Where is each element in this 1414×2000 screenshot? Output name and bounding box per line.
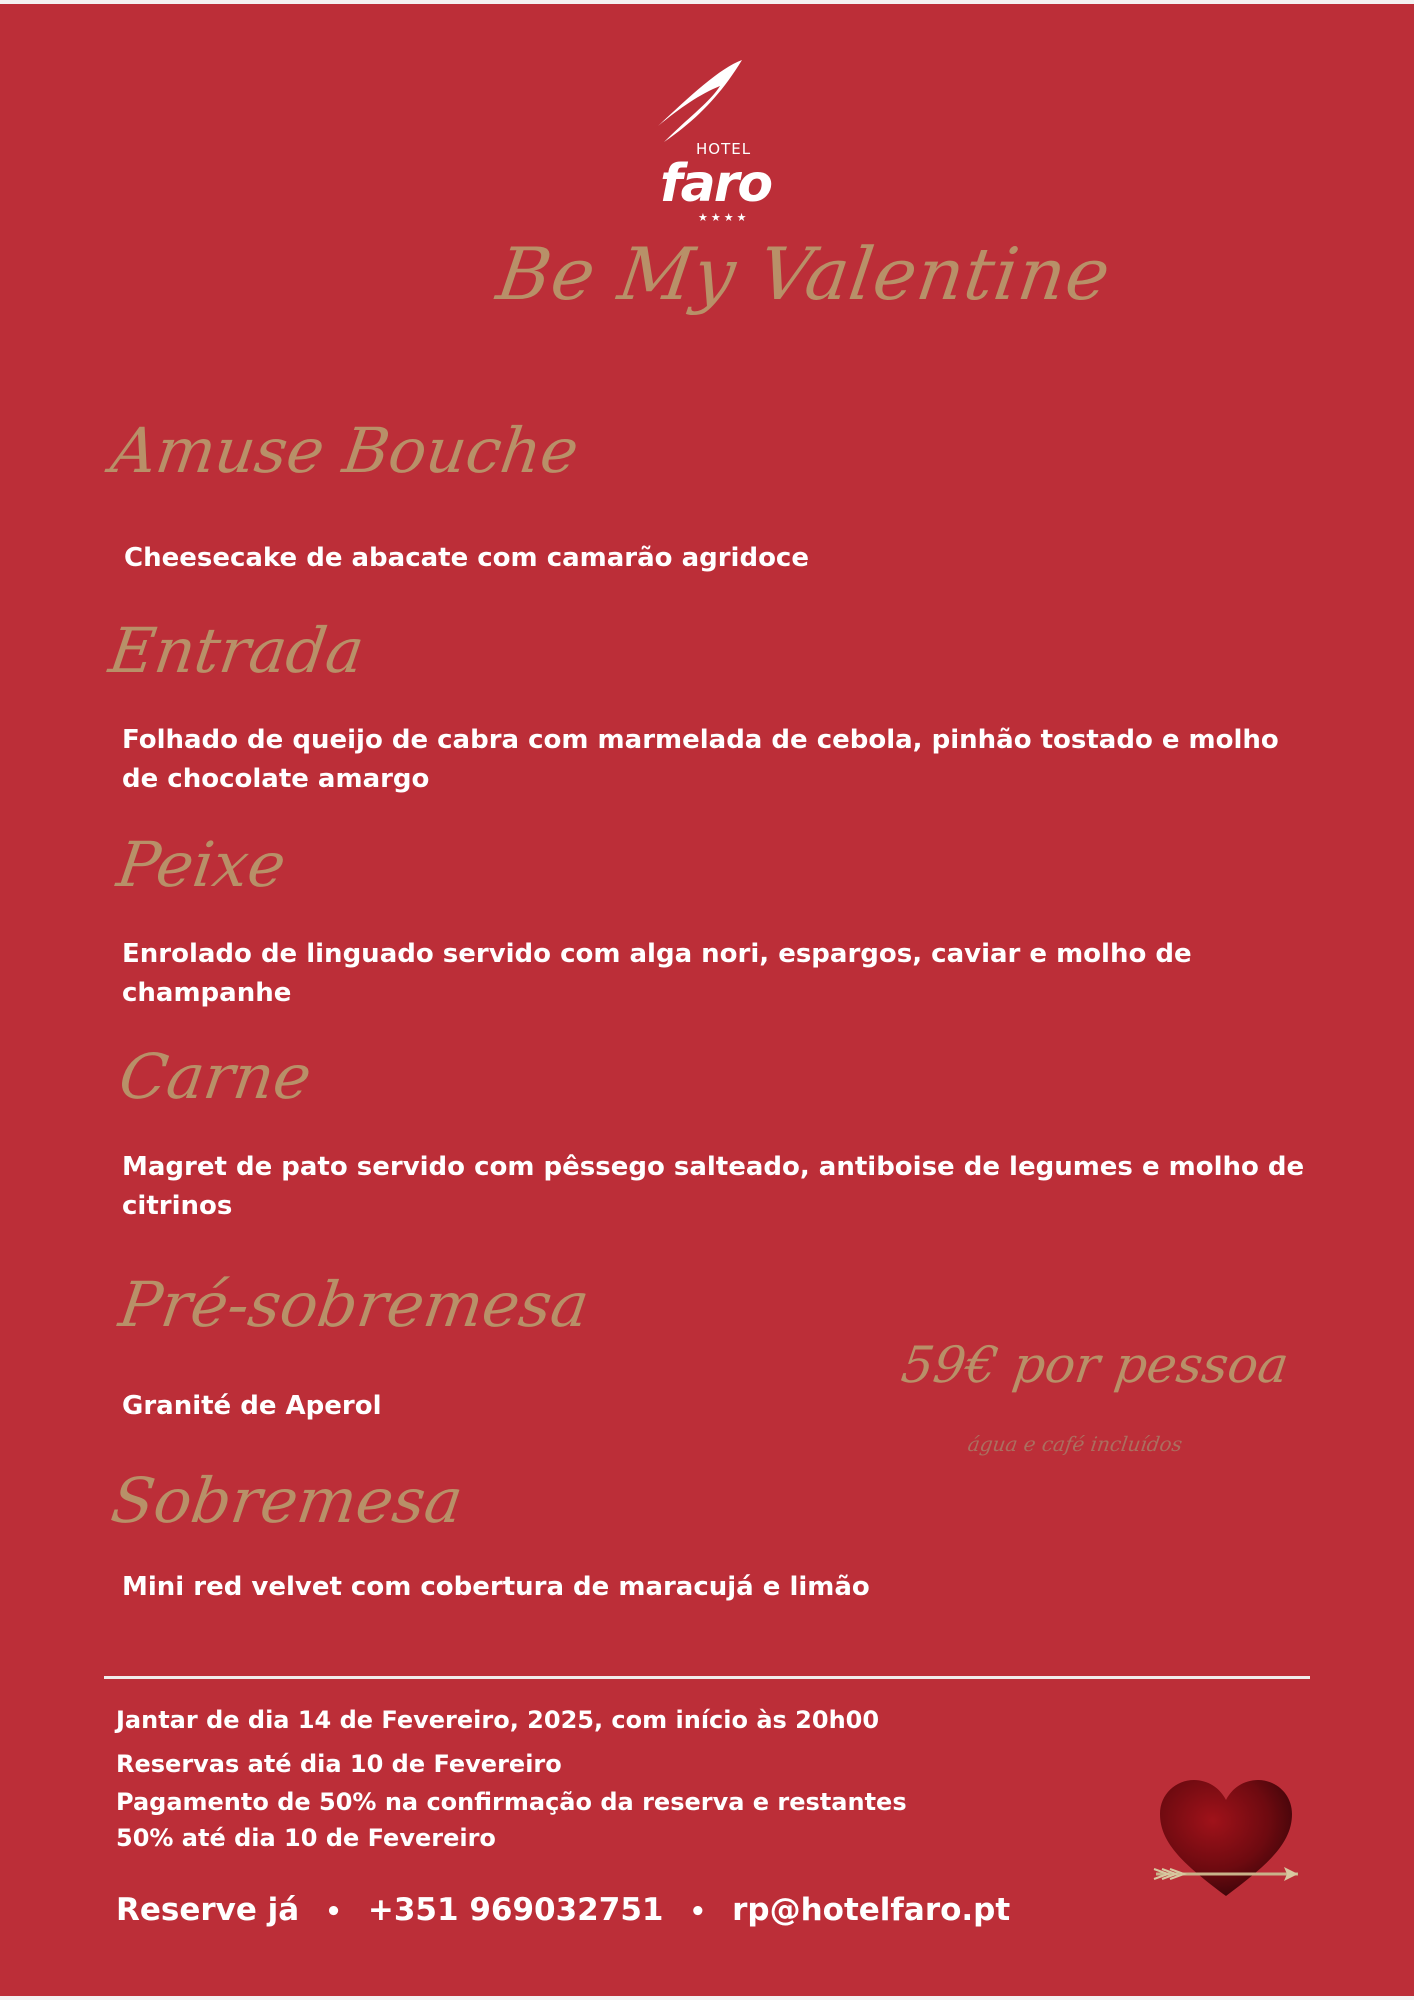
separator-dot: • <box>689 1897 707 1927</box>
dish-pre-sobremesa: Granité de Aperol <box>122 1391 382 1421</box>
dish-carne: Magret de pato servido com pêssego salteado, antiboise de legumes e molho de citrinos <box>122 1152 1305 1221</box>
email-link[interactable]: rp@hotelfaro.pt <box>732 1892 1011 1928</box>
separator-dot: • <box>325 1897 342 1927</box>
swoosh-icon <box>650 56 750 146</box>
logo-hotel-word: HOTEL <box>696 140 752 158</box>
hotel-faro-logo <box>650 56 770 231</box>
dinner-date-info: Jantar de dia 14 de Fevereiro, 2025, com início às 20h00 <box>116 1706 880 1734</box>
dish-entrada: Folhado de queijo de cabra com marmelada de cebola, pinhão tostado e molho de chocolate amargo <box>122 725 1279 794</box>
page-title: Be My Valentine <box>492 232 1116 316</box>
dish-sobremesa: Mini red velvet com cobertura de maracujá e limão <box>122 1572 870 1602</box>
section-heading-peixe: Peixe <box>112 828 291 901</box>
logo-faro-word: faro <box>660 154 772 214</box>
price-note: água e café incluídos <box>966 1432 1184 1456</box>
divider <box>104 1676 1310 1679</box>
section-heading-amuse-bouche: Amuse Bouche <box>106 414 584 487</box>
section-heading-sobremesa: Sobremesa <box>106 1464 468 1537</box>
contact-line <box>116 1892 1010 1928</box>
reserve-cta: Reserve já <box>116 1892 300 1928</box>
section-heading-entrada: Entrada <box>104 614 369 687</box>
dish-amuse-bouche: Cheesecake de abacate com camarão agridoce <box>124 543 809 573</box>
section-heading-carne: Carne <box>114 1040 316 1113</box>
payment-info-line1: Pagamento de 50% na confirmação da reserva e restantes <box>116 1788 907 1816</box>
heart-arrow-icon <box>1146 1774 1306 1904</box>
logo-stars: ★★★★ <box>698 211 750 224</box>
phone-link[interactable]: +351 969032751 <box>367 1892 664 1928</box>
payment-info-line2: 50% até dia 10 de Fevereiro <box>116 1824 496 1852</box>
price-per-person: 59€ por pessoa <box>897 1336 1293 1394</box>
dish-peixe: Enrolado de linguado servido com alga nori, espargos, caviar e molho de champanhe <box>122 939 1192 1008</box>
reservation-deadline: Reservas até dia 10 de Fevereiro <box>116 1750 562 1778</box>
section-heading-pre-sobremesa: Pré-sobremesa <box>114 1268 594 1341</box>
